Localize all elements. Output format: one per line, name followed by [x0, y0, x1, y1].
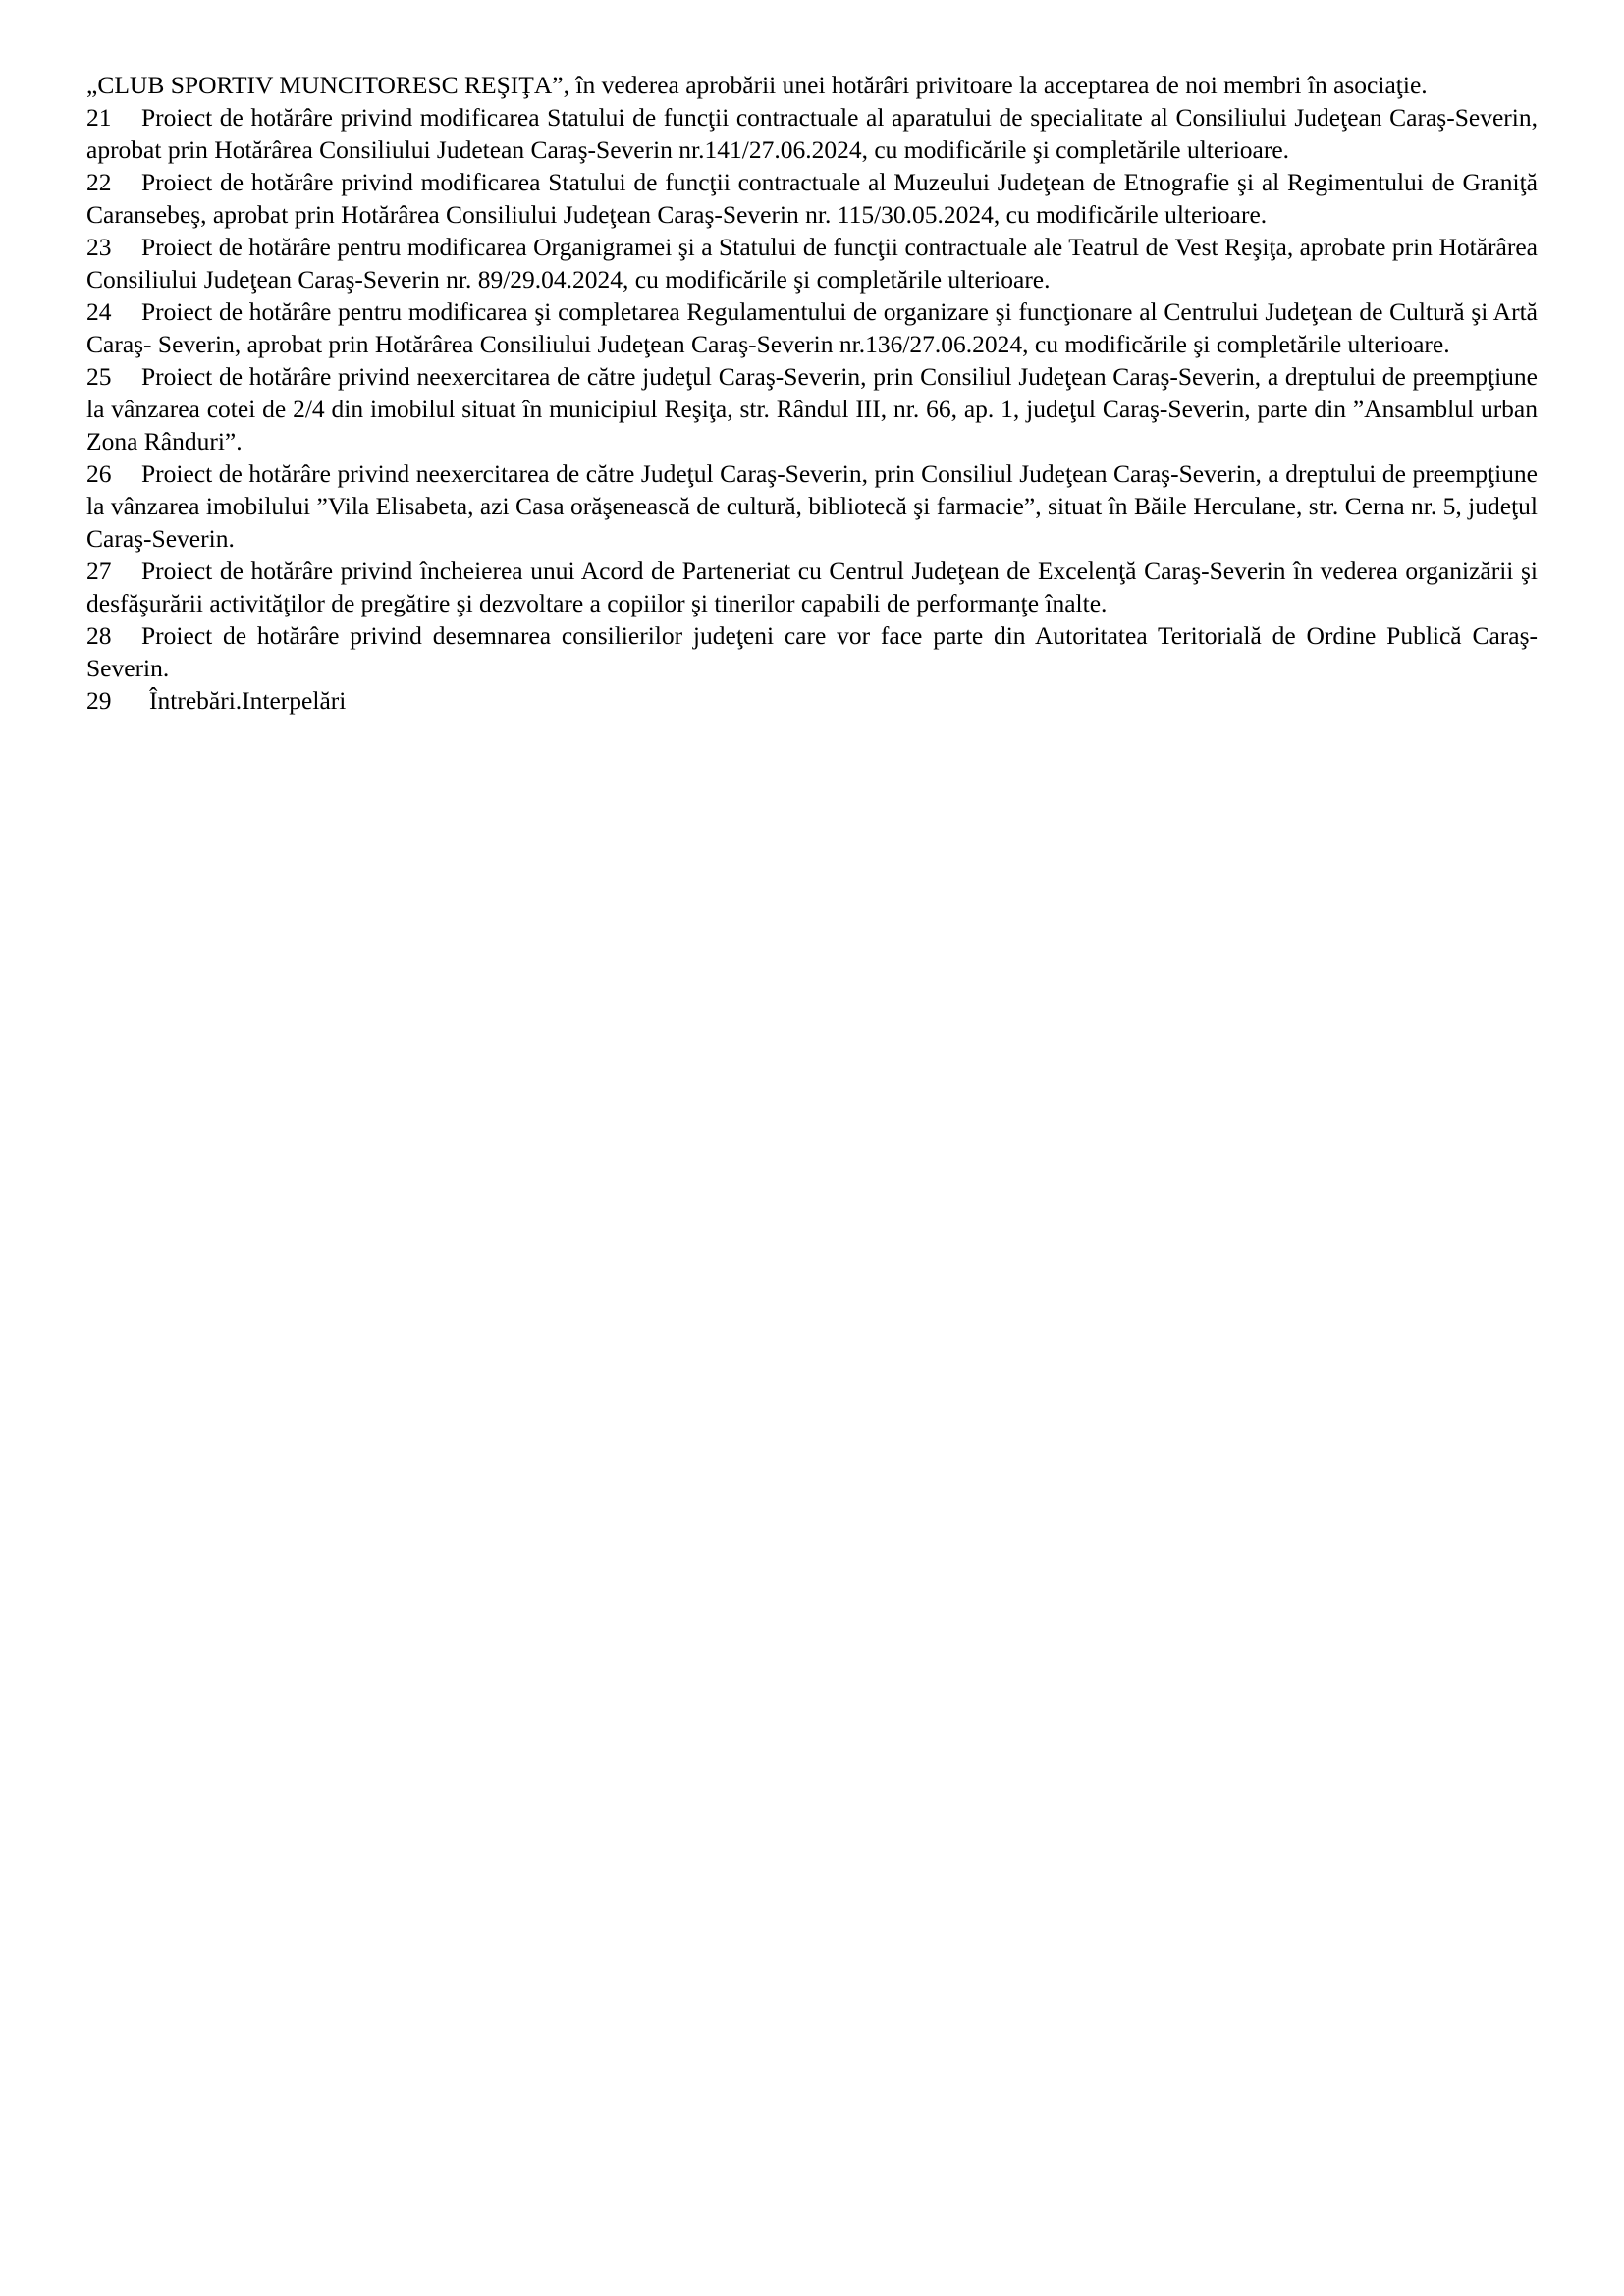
agenda-item-text: Întrebări.Interpelări	[149, 686, 347, 716]
agenda-item-22	[86, 166, 1538, 231]
agenda-item-24	[86, 295, 1538, 360]
agenda-item-number: 21	[86, 103, 112, 133]
agenda-item-number: 24	[86, 297, 112, 327]
agenda-item-text: Proiect de hotărâre privind modificarea Statului de funcţii contractuale al Muzeului Judeţean de Etnografie şi al Regimentului de Graniţă Caransebeş, aprobat prin Hotărârea Consiliului Judeţean Caraş-Severin nr. 115/30.05.2024, cu modificările ulterioare.	[86, 168, 1538, 230]
agenda-item-number: 25	[86, 362, 112, 392]
agenda-item-21	[86, 101, 1538, 166]
agenda-item-text: Proiect de hotărâre pentru modificarea Organigramei şi a Statului de funcţii contractuale ale Teatrul de Vest Reşiţa, aprobate prin Hotărârea Consiliului Judeţean Caraş-Severin nr. 89/29.04.2024, cu modificările şi completările ulterioare.	[86, 233, 1538, 294]
agenda-item-text: Proiect de hotărâre privind neexercitarea de către judeţul Caraş-Severin, prin Consiliul Judeţean Caraş-Severin, a dreptului de preempţiune la vânzarea cotei de 2/4 din imobilul situat în municipiul Reşiţa, str. Rândul III, nr. 66, ap. 1, judeţul Caraş-Severin, parte din ”Ansamblul urban Zona Rânduri”.	[86, 362, 1538, 456]
agenda-item-number: 28	[86, 621, 112, 651]
agenda-item-text: Proiect de hotărâre privind modificarea Statului de funcţii contractuale al aparatului de specialitate al Consiliului Judeţean Caraş-Severin, aprobat prin Hotărârea Consiliului Judetean Caraş-Severin nr.141/27.06.2024, cu modificările şi completările ulterioare.	[86, 103, 1538, 165]
agenda-item-text: Proiect de hotărâre privind neexercitarea de către Judeţul Caraş-Severin, prin Consiliul Judeţean Caraş-Severin, a dreptului de preempţiune la vânzarea imobilului ”Vila Elisabeta, azi Casa orăşenească de cultură, bibliotecă şi farmacie”, situat în Băile Herculane, str. Cerna nr. 5, judeţul Caraş-Severin.	[86, 459, 1538, 554]
document-body	[86, 69, 1538, 717]
agenda-item-number: 22	[86, 168, 112, 197]
agenda-item-number: 29	[86, 686, 112, 716]
agenda-item-text: Proiect de hotărâre privind încheierea unui Acord de Parteneriat cu Centrul Judeţean de Excelenţă Caraş-Severin în vederea organizării şi desfăşurării activităţilor de pregătire şi dezvoltare a copiilor şi tinerilor capabili de performanţe înalte.	[86, 557, 1538, 618]
agenda-item-23	[86, 231, 1538, 295]
agenda-item-text: Proiect de hotărâre pentru modificarea şi completarea Regulamentului de organizare şi funcţionare al Centrului Judeţean de Cultură şi Artă Caraş- Severin, aprobat prin Hotărârea Consiliului Judeţean Caraş-Severin nr.136/27.06.2024, cu modificările şi completările ulterioare.	[86, 297, 1538, 359]
agenda-item-28	[86, 619, 1538, 684]
agenda-item-26	[86, 457, 1538, 555]
agenda-item-27	[86, 555, 1538, 619]
agenda-item-25	[86, 360, 1538, 457]
intro-paragraph: „CLUB SPORTIV MUNCITORESC REŞIŢA”, în vederea aprobării unei hotărâri privitoare la acceptarea de noi membri în asociaţie.	[86, 71, 1428, 99]
agenda-item-text: Proiect de hotărâre privind desemnarea consilierilor judeţeni care vor face parte din Autoritatea Teritorială de Ordine Publică Caraş-Severin.	[86, 621, 1538, 683]
agenda-item-number: 23	[86, 233, 112, 262]
agenda-item-number: 26	[86, 459, 112, 489]
agenda-item-number: 27	[86, 557, 112, 586]
agenda-item-29	[86, 684, 1538, 717]
